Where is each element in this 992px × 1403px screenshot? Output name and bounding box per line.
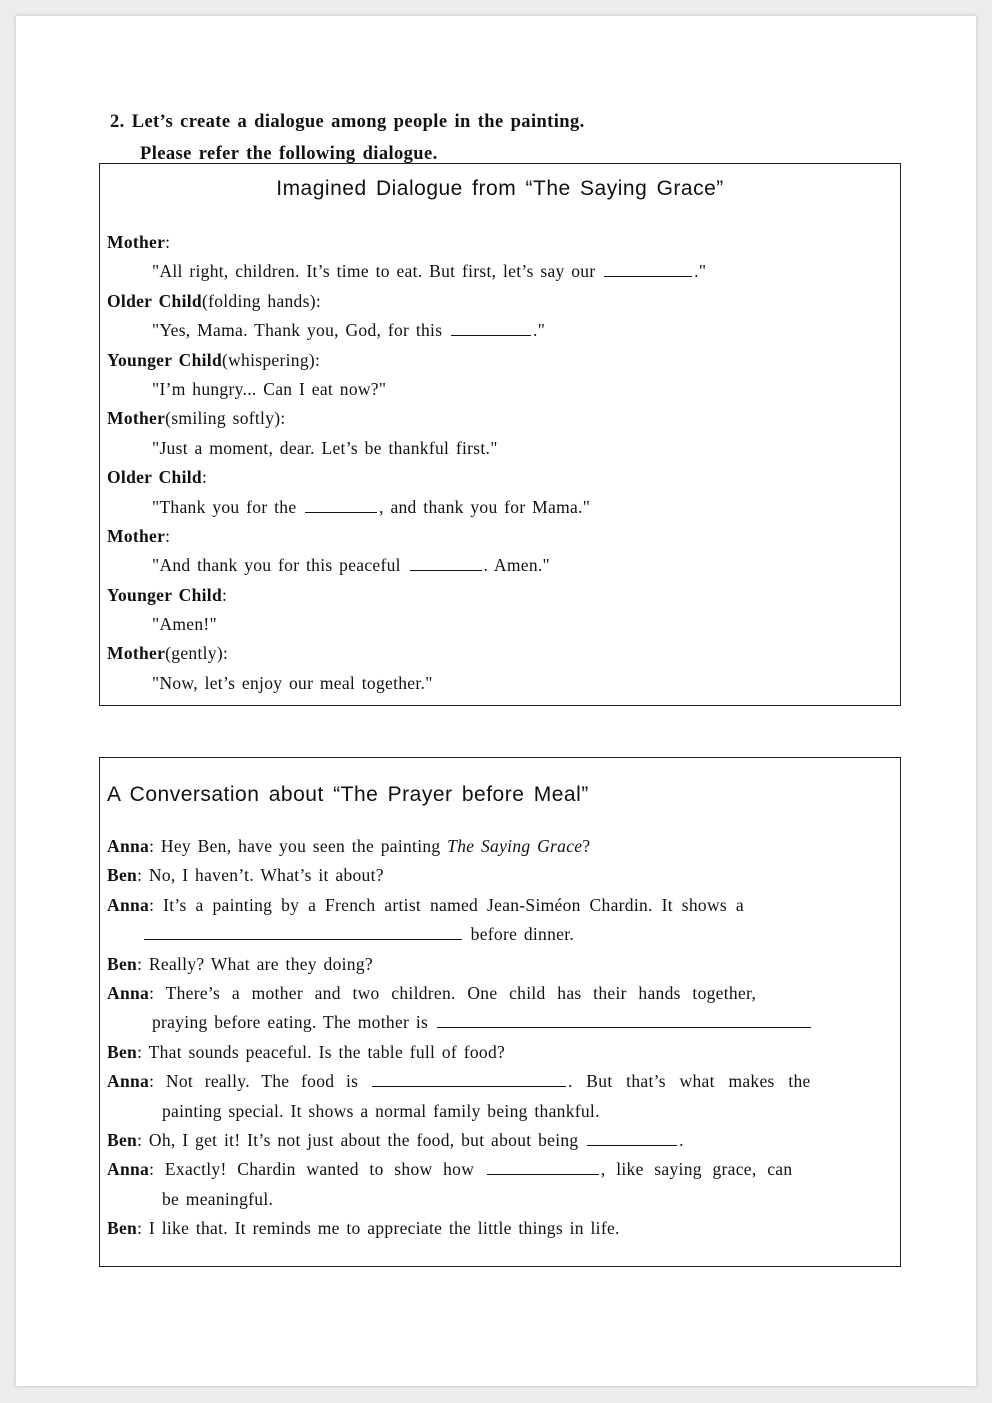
- answer-blank[interactable]: [437, 1009, 811, 1028]
- speaker-name: Ben: [107, 865, 138, 886]
- line-text-end: .": [694, 261, 707, 282]
- dialogue-list: [107, 228, 892, 698]
- line-text: be meaningful.: [162, 1188, 274, 1209]
- line-text-end: ?: [582, 836, 591, 856]
- instruction-line-1: 2. Let’s create a dialogue among people in the painting.: [110, 112, 585, 132]
- speaker-name: Older Child: [107, 467, 202, 488]
- line-text: : Really? What are they doing?: [137, 953, 373, 974]
- dialogue-line: [107, 551, 892, 580]
- speaker-note: :: [165, 232, 171, 252]
- answer-blank[interactable]: [144, 921, 462, 940]
- line-text-end: .": [533, 320, 546, 341]
- line-text: "Yes, Mama. Thank you, God, for this: [152, 320, 450, 341]
- dialogue-line: [107, 434, 892, 463]
- speaker-name: Ben: [107, 1218, 138, 1239]
- line-text: "Thank you for the: [152, 496, 304, 517]
- speaker-note: :: [201, 467, 208, 488]
- conversation-line: [107, 1097, 892, 1126]
- instruction-line-2: Please refer the following dialogue.: [140, 144, 438, 164]
- line-text-end: , and thank you for Mama.": [379, 496, 591, 517]
- line-text: : Exactly! Chardin wanted to show how: [149, 1159, 485, 1180]
- line-text: "Amen!": [152, 614, 217, 635]
- speaker-row: [107, 522, 892, 551]
- speaker-note: (gently):: [165, 643, 229, 664]
- speaker-name: Mother: [107, 408, 166, 429]
- worksheet-page: [16, 16, 976, 1386]
- line-text: "Now, let’s enjoy our meal together.": [152, 672, 433, 693]
- speaker-note: :: [221, 584, 228, 605]
- speaker-name: Mother: [107, 643, 166, 664]
- conversation-line: [107, 1214, 892, 1243]
- speaker-name: Older Child: [107, 290, 202, 311]
- conversation-line: [107, 891, 892, 920]
- dialogue-line: [107, 375, 892, 404]
- dialogue-line: [107, 669, 892, 698]
- conversation-title: A Conversation about “The Prayer before Meal”: [107, 783, 589, 806]
- line-text: "Just a moment, dear. Let’s be thankful first.": [152, 437, 498, 458]
- speaker-name: Ben: [107, 1129, 138, 1150]
- speaker-note: (folding hands):: [201, 290, 322, 311]
- line-text: : No, I haven’t. What’s it about?: [137, 865, 384, 886]
- conversation-line: [107, 979, 892, 1008]
- answer-blank[interactable]: [604, 258, 692, 277]
- dialogue-line: [107, 493, 892, 522]
- line-text: : That sounds peaceful. Is the table full of food?: [137, 1041, 506, 1062]
- answer-blank[interactable]: [410, 552, 482, 571]
- conversation-line: [107, 920, 892, 949]
- speaker-name: Anna: [107, 1071, 150, 1092]
- speaker-row: [107, 404, 892, 433]
- speaker-row: [107, 639, 892, 668]
- speaker-name: Anna: [107, 836, 150, 856]
- speaker-row: [107, 228, 892, 257]
- line-text: : Hey Ben, have you seen the painting: [149, 836, 448, 856]
- speaker-row: [107, 581, 892, 610]
- speaker-name: Ben: [107, 953, 138, 974]
- imagined-dialogue-box: [99, 163, 901, 706]
- conversation-line: [107, 1008, 892, 1037]
- conversation-box: [99, 757, 901, 1267]
- conversation-line: [107, 1185, 892, 1214]
- speaker-note: (whispering):: [221, 349, 321, 370]
- line-text-end: .: [679, 1129, 684, 1150]
- speaker-name: Anna: [107, 982, 150, 1003]
- line-text: "All right, children. It’s time to eat. But first, let’s say our: [152, 261, 603, 282]
- speaker-name: Mother: [107, 525, 166, 546]
- line-text-end: . Amen.": [483, 555, 550, 576]
- speaker-note: (smiling softly):: [165, 408, 286, 429]
- conversation-list: [107, 832, 892, 1243]
- speaker-note: :: [165, 525, 171, 546]
- instructions: [110, 106, 585, 170]
- speaker-row: [107, 346, 892, 375]
- speaker-name: Anna: [107, 894, 150, 915]
- answer-blank[interactable]: [587, 1127, 677, 1146]
- line-text: : Oh, I get it! It’s not just about the food, but about being: [137, 1129, 586, 1150]
- conversation-line: [107, 832, 892, 861]
- answer-blank[interactable]: [451, 317, 531, 336]
- line-text: "I’m hungry... Can I eat now?": [152, 378, 387, 399]
- answer-blank[interactable]: [487, 1156, 599, 1175]
- speaker-row: [107, 287, 892, 316]
- line-text: "And thank you for this peaceful: [152, 555, 408, 576]
- conversation-line: [107, 1126, 892, 1155]
- line-text-end: , like saying grace, can: [600, 1159, 793, 1180]
- speaker-name: Younger Child: [107, 584, 222, 605]
- painting-title: The Saying Grace: [447, 836, 583, 856]
- line-text: praying before eating. The mother is: [152, 1012, 435, 1033]
- line-text: : There’s a mother and two children. One child has their hands together,: [149, 982, 757, 1003]
- conversation-line: [107, 1067, 892, 1096]
- speaker-name: Mother: [107, 232, 166, 252]
- answer-blank[interactable]: [305, 494, 377, 513]
- speaker-name: Ben: [107, 1041, 138, 1062]
- conversation-line: [107, 1155, 892, 1184]
- dialogue-line: [107, 257, 892, 286]
- speaker-name: Anna: [107, 1159, 150, 1180]
- conversation-line: [107, 1038, 892, 1067]
- dialogue-title: Imagined Dialogue from “The Saying Grace”: [276, 177, 724, 200]
- dialogue-line: [107, 610, 892, 639]
- conversation-line: [107, 861, 892, 890]
- line-text: : I like that. It reminds me to appreciate the little things in life.: [137, 1218, 620, 1239]
- line-text-end: before dinner.: [464, 924, 575, 945]
- line-text: : It’s a painting by a French artist named Jean-Siméon Chardin. It shows a: [149, 894, 744, 915]
- speaker-name: Younger Child: [107, 349, 222, 370]
- conversation-line: [107, 950, 892, 979]
- answer-blank[interactable]: [372, 1068, 566, 1087]
- line-text: painting special. It shows a normal family being thankful.: [162, 1100, 600, 1121]
- dialogue-line: [107, 316, 892, 345]
- line-text: : Not really. The food is: [149, 1071, 370, 1092]
- line-text-end: . But that’s what makes the: [567, 1071, 811, 1092]
- speaker-row: [107, 463, 892, 492]
